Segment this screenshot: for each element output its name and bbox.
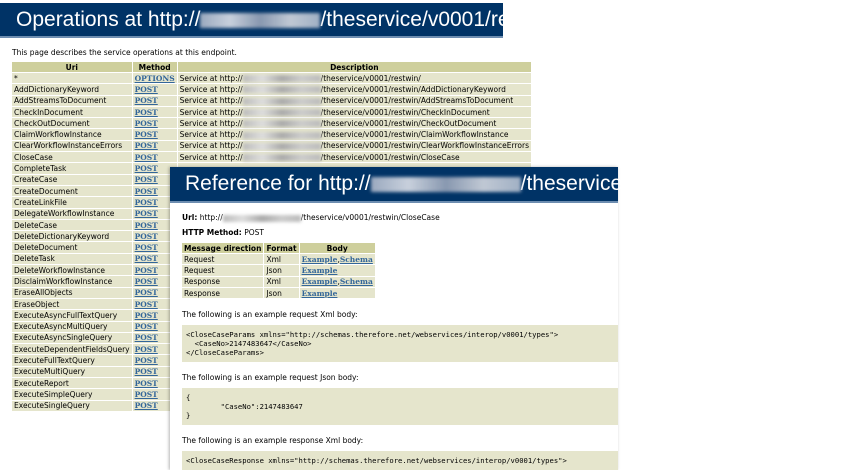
schema-link[interactable]: Schema xyxy=(339,254,373,264)
example-link[interactable]: Example xyxy=(301,265,338,275)
direction-cell: Request xyxy=(182,254,263,264)
uri-cell: ExecuteDependentFieldsQuery xyxy=(14,344,130,354)
method-link[interactable]: POST xyxy=(134,276,158,286)
format-cell: Xml xyxy=(264,254,298,264)
method-link[interactable]: POST xyxy=(134,333,158,343)
example-caption: The following is an example request Json body: xyxy=(182,373,359,383)
uri-cell: ExecuteAsyncMultiQuery xyxy=(12,322,132,332)
method-link[interactable]: POST xyxy=(134,152,158,162)
method-link[interactable]: POST xyxy=(134,141,158,151)
redacted-host xyxy=(243,75,321,82)
method-link[interactable]: POST xyxy=(134,389,158,399)
title-suffix: /theservice/v0001/restwin xyxy=(320,8,558,31)
uri-cell: EraseObject xyxy=(12,299,132,309)
method-link[interactable]: POST xyxy=(134,186,158,196)
url-prefix: http:// xyxy=(199,213,223,222)
method-cell xyxy=(133,129,177,139)
col-body: Body xyxy=(300,243,375,253)
example-code: { "CaseNo":2147483647 } xyxy=(182,388,618,425)
example-link[interactable]: Example xyxy=(301,254,338,264)
desc-prefix: Service at http:// xyxy=(179,130,243,140)
uri-cell: ExecuteMultiQuery xyxy=(12,367,132,377)
method-link[interactable]: POST xyxy=(134,164,158,174)
intro-text: This page describes the service operations at this endpoint. xyxy=(12,48,237,57)
method-link[interactable]: POST xyxy=(134,96,158,106)
body-cell xyxy=(300,288,375,298)
title-suffix: /theservice/v0001/restwin/CloseCase xyxy=(520,172,866,195)
reference-title xyxy=(170,167,866,203)
method-label: HTTP Method: xyxy=(182,228,242,237)
method-cell xyxy=(133,96,177,106)
body-cell: Example,Schema xyxy=(301,277,373,287)
method-link[interactable]: OPTIONS xyxy=(134,73,175,83)
table-row xyxy=(12,107,531,117)
direction-cell: Response xyxy=(182,288,263,298)
description-cell xyxy=(178,129,531,139)
redacted-host xyxy=(243,120,321,127)
uri-cell: AddDictionaryKeyword xyxy=(12,84,132,94)
table-row xyxy=(12,96,531,106)
example-code: <CloseCaseResponse xmlns="http://schemas.therefore.net/webservices/interop/v0001/types"> xyxy=(182,451,618,470)
page-title xyxy=(0,3,558,38)
uri-cell: DeleteDictionaryKeyword xyxy=(12,231,132,241)
method-link[interactable]: POST xyxy=(134,243,158,253)
uri-cell: ClaimWorkflowInstance xyxy=(12,129,132,139)
method-link[interactable]: POST xyxy=(134,378,158,388)
method-cell xyxy=(133,73,177,83)
desc-path: /theservice/v0001/restwin/AddDictionaryKeyword xyxy=(320,84,506,94)
uri-cell: DeleteWorkflowInstance xyxy=(12,265,132,275)
uri-cell: CreateCase xyxy=(12,175,132,185)
description-cell xyxy=(178,118,531,128)
uri-cell: EraseAllObjects xyxy=(12,288,132,298)
uri-cell: ClearWorkflowInstanceErrors xyxy=(12,141,132,151)
table-row xyxy=(12,84,531,94)
redacted-host xyxy=(223,215,301,222)
direction-cell: Response xyxy=(182,277,263,287)
desc-path: /theservice/v0001/restwin/ xyxy=(320,73,421,83)
description-cell xyxy=(178,141,531,151)
desc-prefix: Service at http:// xyxy=(179,152,243,162)
method-cell xyxy=(133,118,177,128)
example-caption: The following is an example request Xml body: xyxy=(182,310,358,320)
method-cell xyxy=(133,84,177,94)
method-link[interactable]: POST xyxy=(134,84,158,94)
desc-prefix: Service at http:// xyxy=(179,107,243,117)
description-cell xyxy=(178,152,531,162)
format-cell: Json xyxy=(264,288,298,298)
redacted-host xyxy=(243,109,321,116)
description-cell xyxy=(178,73,531,83)
example-link[interactable]: Example xyxy=(301,277,338,287)
body-cell: Example,Schema xyxy=(301,254,373,264)
method-link[interactable]: POST xyxy=(134,231,158,241)
uri-cell: CloseCase xyxy=(12,152,132,162)
method-cell xyxy=(133,107,177,117)
method-link[interactable]: POST xyxy=(134,344,158,354)
desc-prefix: Service at http:// xyxy=(179,84,243,94)
url-line xyxy=(170,213,618,222)
method-value: POST xyxy=(244,228,264,237)
format-cell: Json xyxy=(264,265,298,275)
example-link[interactable]: Example xyxy=(301,288,338,298)
method-link[interactable]: POST xyxy=(134,367,158,377)
title-prefix: Operations at http:// xyxy=(16,8,201,31)
uri-cell: ExecuteSingleQuery xyxy=(12,401,132,411)
col-format: Format xyxy=(266,243,297,253)
method-link[interactable]: POST xyxy=(134,299,158,309)
uri-cell: DeleteCase xyxy=(12,220,132,230)
url-suffix: /theservice/v0001/restwin/CloseCase xyxy=(300,213,440,222)
method-link[interactable]: POST xyxy=(134,356,158,366)
uri-cell: CompleteTask xyxy=(12,163,132,173)
table-row xyxy=(12,118,531,128)
title-prefix: Reference for http:// xyxy=(185,172,371,195)
method-line xyxy=(170,228,618,237)
method-link[interactable]: POST xyxy=(134,310,158,320)
method-link[interactable]: POST xyxy=(134,107,158,117)
message-row xyxy=(182,277,375,287)
uri-cell: DelegateWorkflowInstance xyxy=(12,209,132,219)
description-cell xyxy=(178,84,531,94)
method-link[interactable]: POST xyxy=(134,220,158,230)
redacted-host xyxy=(243,86,321,93)
method-link[interactable]: POST xyxy=(134,254,158,264)
message-row xyxy=(182,288,375,298)
redacted-host xyxy=(371,177,521,192)
col-uri: Uri xyxy=(12,62,132,72)
desc-path: /theservice/v0001/restwin/ClearWorkflowInstanceErrors xyxy=(320,141,529,151)
uri-cell: DisclaimWorkflowInstance xyxy=(12,276,132,286)
redacted-host xyxy=(243,143,321,150)
desc-path: /theservice/v0001/restwin/CheckInDocument xyxy=(320,107,490,117)
method-cell xyxy=(133,141,177,151)
format-cell: Xml xyxy=(264,277,298,287)
method-link[interactable]: POST xyxy=(134,175,158,185)
direction-cell: Request xyxy=(182,265,263,275)
table-row xyxy=(12,73,531,83)
col-direction: Message direction xyxy=(184,243,262,253)
redacted-host xyxy=(243,98,321,105)
table-row xyxy=(12,129,531,139)
desc-prefix: Service at http:// xyxy=(179,141,243,151)
example-caption: The following is an example response Xml body: xyxy=(182,436,364,446)
desc-path: /theservice/v0001/restwin/CloseCase xyxy=(320,152,460,162)
uri-cell: CheckOutDocument xyxy=(12,118,132,128)
desc-prefix: Service at http:// xyxy=(179,73,243,83)
body-cell xyxy=(300,265,375,275)
uri-cell: DeleteDocument xyxy=(12,242,132,252)
uri-cell: CreateDocument xyxy=(12,186,132,196)
col-description: Description xyxy=(178,62,531,72)
desc-path: /theservice/v0001/restwin/CheckOutDocument xyxy=(320,118,497,128)
message-table xyxy=(181,242,376,299)
method-link[interactable]: POST xyxy=(134,118,158,128)
desc-prefix: Service at http:// xyxy=(179,118,243,128)
example-code: <CloseCaseParams xmlns="http://schemas.therefore.net/webservices/interop/v0001/types"> <CaseNo>2147483647</CaseNo> </CloseCaseParams> xyxy=(182,325,618,362)
method-link[interactable]: POST xyxy=(134,401,158,411)
desc-path: /theservice/v0001/restwin/ClaimWorkflowInstance xyxy=(320,130,509,140)
redacted-host xyxy=(243,154,321,161)
method-link[interactable]: POST xyxy=(134,322,158,332)
table-row xyxy=(12,152,531,162)
uri-cell: * xyxy=(12,73,132,83)
method-link[interactable]: POST xyxy=(134,288,158,298)
method-link[interactable]: POST xyxy=(134,197,158,207)
method-link[interactable]: POST xyxy=(134,265,158,275)
method-cell xyxy=(133,152,177,162)
message-row xyxy=(182,265,375,275)
description-cell xyxy=(178,96,531,106)
schema-link[interactable]: Schema xyxy=(339,277,373,287)
message-row xyxy=(182,254,375,264)
uri-cell: ExecuteSimpleQuery xyxy=(12,389,132,399)
method-link[interactable]: POST xyxy=(134,209,158,219)
url-label: Url: xyxy=(182,213,198,222)
uri-cell: CheckInDocument xyxy=(12,107,132,117)
uri-cell: CreateLinkFile xyxy=(12,197,132,207)
uri-cell: ExecuteAsyncSingleQuery xyxy=(12,333,132,343)
reference-window xyxy=(170,167,866,470)
uri-cell: ExecuteReport xyxy=(12,378,132,388)
table-row xyxy=(12,141,531,151)
description-cell xyxy=(178,107,531,117)
method-link[interactable]: POST xyxy=(134,130,158,140)
uri-cell: DeleteTask xyxy=(12,254,132,264)
desc-prefix: Service at http:// xyxy=(179,96,243,106)
uri-cell: ExecuteAsyncFullTextQuery xyxy=(12,310,132,320)
redacted-host xyxy=(200,13,320,28)
uri-cell: ExecuteFullTextQuery xyxy=(12,355,132,365)
col-method: Method xyxy=(133,62,177,72)
uri-cell: AddStreamsToDocument xyxy=(12,96,132,106)
redacted-host xyxy=(243,132,321,139)
desc-path: /theservice/v0001/restwin/AddStreamsToDocument xyxy=(320,96,514,106)
